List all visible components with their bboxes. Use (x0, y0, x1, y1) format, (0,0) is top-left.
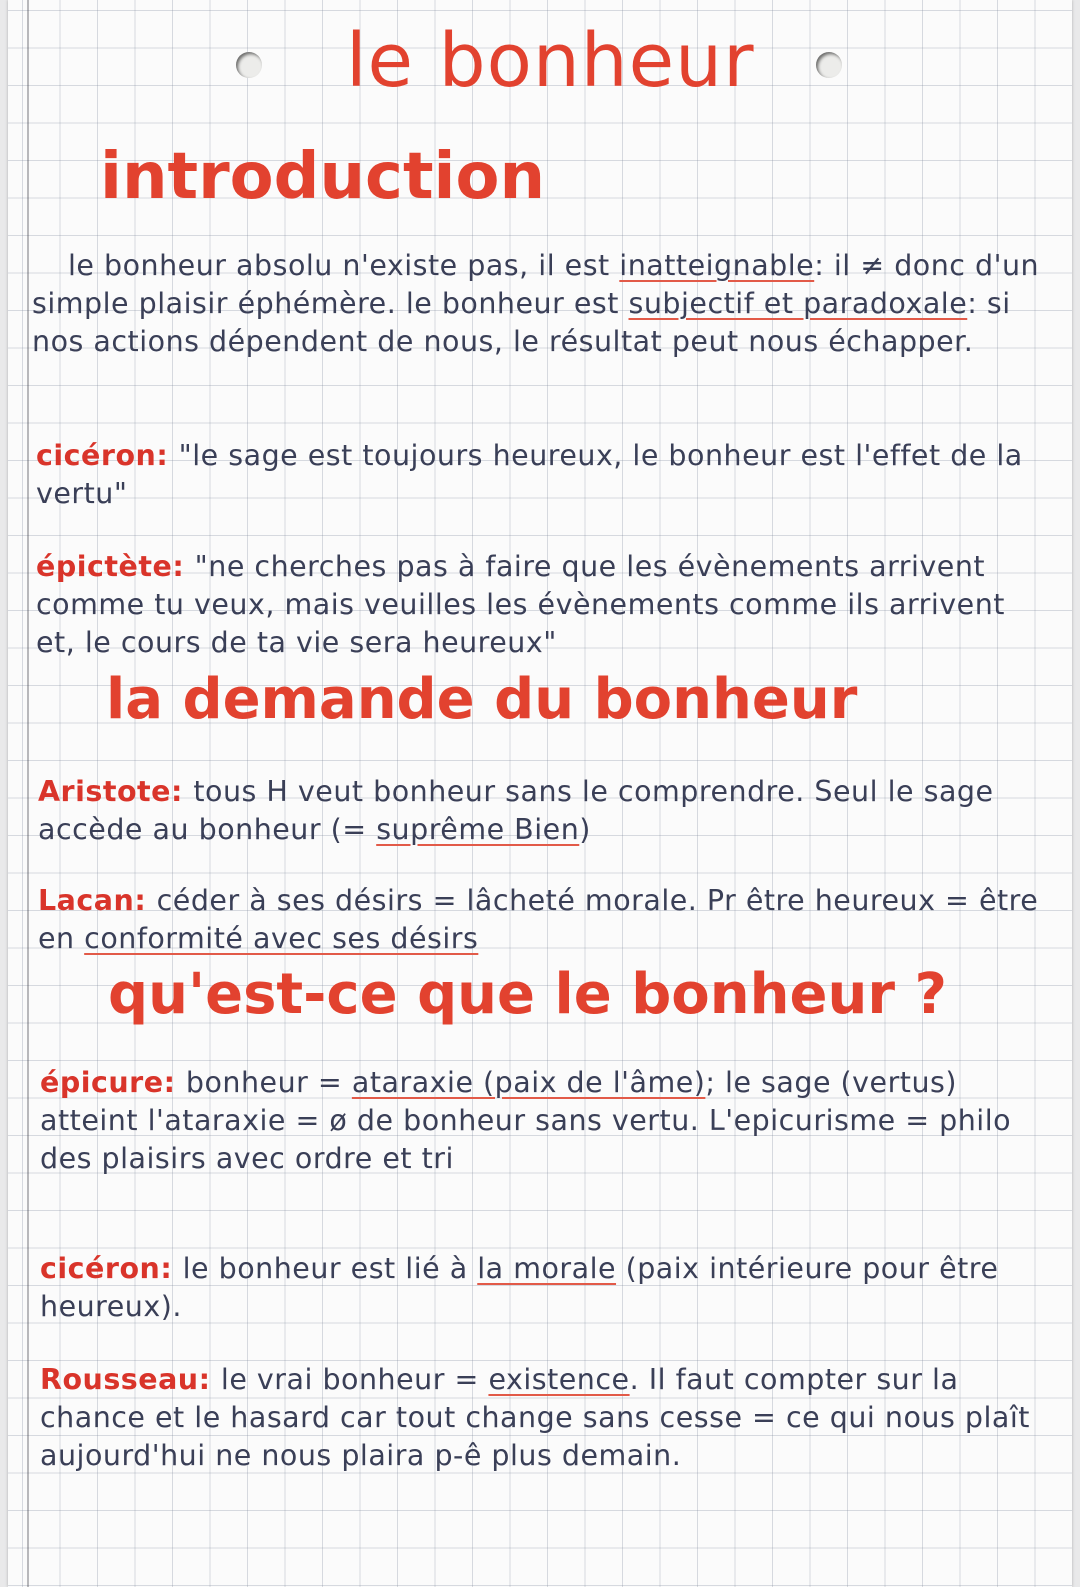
quote-epictete: épictète: "ne cherches pas à faire que les évènements arrivent comme tu veux, mais veuilles les évènements comme ils arrivent et, le cours de ta vie sera heureux" (36, 550, 1005, 659)
notebook-page (8, 0, 1072, 1587)
quote-ciceron-1: cicéron: "le sage est toujours heureux, le bonheur est l'effet de la vertu" (36, 439, 1023, 510)
quote-ciceron-2: cicéron: le bonheur est lié à la morale (paix intérieure pour être heureux). (40, 1252, 999, 1323)
margin-line (27, 0, 29, 1587)
page-title: le bonheur (346, 18, 755, 104)
quote-aristote: Aristote: tous H veut bonheur sans le comprendre. Seul le sage accède au bonheur (= suprême Bien) (38, 775, 994, 846)
heading-introduction: introduction (100, 140, 545, 214)
heading-quest-ce-que: qu'est-ce que le bonheur ? (108, 962, 947, 1027)
quote-lacan: Lacan: céder à ses désirs = lâcheté morale. Pr être heureux = être en conformité avec ses désirs (38, 884, 1039, 955)
heading-demande: la demande du bonheur (106, 667, 858, 732)
quote-epicure: épicure: bonheur = ataraxie (paix de l'âme); le sage (vertus) atteint l'ataraxie = ø de bonheur sans vertu. L'epicurisme = philo des plaisirs avec ordre et tri (40, 1066, 1012, 1175)
punch-hole-left (236, 52, 262, 78)
quote-rousseau: Rousseau: le vrai bonheur = existence. Il faut compter sur la chance et le hasard car tout change sans cesse = ce qui nous plaît aujourd'hui ne nous plaira p-ê plus demain. (40, 1363, 1030, 1472)
intro-paragraph: le bonheur absolu n'existe pas, il est inatteignable: il ≠ donc d'un simple plaisir éphémère. le bonheur est subjectif et paradoxale: si nos actions dépendent de nous, le résultat peut nous échapper. (32, 249, 1040, 358)
punch-hole-right (816, 52, 842, 78)
